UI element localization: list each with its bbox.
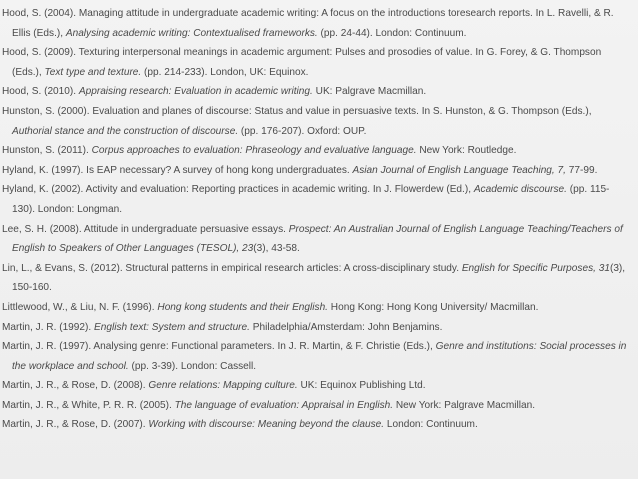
reference-item — [2, 318, 632, 338]
reference-item — [2, 102, 632, 141]
reference-text: Martin, J. R. (1997). Analysing genre: Functional parameters. In J. R. Martin, & F. Christie (Eds.), — [2, 341, 436, 353]
reference-text: (3), 43-58. — [253, 243, 300, 255]
reference-text: (3), 150-160. — [12, 262, 626, 294]
reference-text: Hood, S. (2004). Managing attitude in undergraduate academic writing: A focus on the introductions toresearch reports. In L. Ravelli, & R. Ellis (Eds.), — [2, 8, 614, 39]
reference-text: Littlewood, W., & Liu, N. F. (1996). — [2, 301, 158, 313]
reference-text: Hyland, K. (1997). Is EAP necessary? A survey of hong kong undergraduates. — [2, 164, 353, 176]
reference-item — [2, 298, 632, 318]
reference-text: Hood, S. (2009). Texturing interpersonal meanings in academic argument: Pulses and prosodies of value. In G. Forey, & G. Thompson (Eds.), — [2, 47, 602, 78]
reference-text: Hunston, S. (2000). Evaluation and planes of discourse: Status and value in persuasive texts. In S. Hunston, & G. Thompson (Eds.), — [2, 105, 592, 117]
reference-title-italic: English text: System and structure. — [94, 321, 250, 333]
reference-text: (pp. 176-207). Oxford: OUP. — [238, 125, 367, 137]
reference-title-italic: Genre relations: Mapping culture. — [148, 380, 298, 392]
reference-text: New York: Palgrave Macmillan. — [393, 399, 536, 411]
reference-text: Lin, L., & Evans, S. (2012). Structural patterns in empirical research articles: A cross-disciplinary study. — [2, 262, 462, 274]
reference-text: UK: Equinox Publishing Ltd. — [297, 380, 426, 392]
reference-title-italic: Genre and institutions: Social processes in the workplace and school. — [12, 341, 627, 372]
reference-title-italic: English for Specific Purposes, 31 — [461, 262, 610, 274]
reference-item — [2, 396, 632, 416]
reference-text: (pp. 115-130). London: Longman. — [12, 184, 610, 215]
reference-title-italic: Asian Journal of English Language Teaching, 7, — [352, 164, 566, 176]
reference-text: Martin, J. R., & Rose, D. (2008). — [2, 380, 149, 392]
reference-text: London: Continuum. — [384, 419, 478, 431]
reference-item — [2, 376, 632, 396]
reference-text: Hyland, K. (2002). Activity and evaluation: Reporting practices in academic writing. In J. Flowerdew (Ed.), — [2, 184, 474, 196]
reference-text: UK: Palgrave Macmillan. — [312, 86, 427, 98]
reference-text: (pp. 214-233). London, UK: Equinox. — [141, 66, 309, 78]
reference-text: Martin, J. R. (1992). — [2, 321, 94, 333]
reference-item — [2, 43, 632, 82]
reference-text: Hood, S. (2010). — [2, 86, 79, 98]
reference-title-italic: Academic discourse. — [473, 184, 567, 196]
reference-item — [2, 4, 632, 43]
reference-text: Philadelphia/Amsterdam: John Benjamins. — [249, 321, 443, 333]
reference-title-italic: Corpus approaches to evaluation: Phraseology and evaluative language. — [91, 145, 417, 157]
reference-title-italic: Prospect: An Australian Journal of English Language Teaching/Teachers of English to Speakers of Other Languages (TESOL), 23 — [12, 223, 623, 255]
reference-text: Martin, J. R., & Rose, D. (2007). — [2, 419, 149, 431]
reference-title-italic: Appraising research: Evaluation in academic writing. — [78, 86, 313, 98]
reference-text: Hunston, S. (2011). — [2, 145, 92, 157]
reference-text: Martin, J. R., & White, P. R. R. (2005). — [2, 399, 175, 411]
reference-text: (pp. 3-39). London: Cassell. — [128, 360, 257, 372]
reference-item — [2, 415, 632, 435]
reference-text: Hong Kong: Hong Kong University/ Macmillan. — [328, 301, 539, 313]
reference-text: (pp. 24-44). London: Continuum. — [317, 27, 467, 39]
reference-item — [2, 259, 632, 298]
reference-title-italic: The language of evaluation: Appraisal in English. — [174, 399, 394, 411]
reference-item — [2, 141, 632, 161]
reference-title-italic: Text type and texture. — [44, 66, 142, 78]
reference-item — [2, 82, 632, 102]
reference-title-italic: Hong kong students and their English. — [157, 301, 328, 313]
reference-list — [2, 4, 632, 435]
reference-item — [2, 161, 632, 181]
reference-title-italic: Analysing academic writing: Contextualised frameworks. — [65, 27, 318, 39]
reference-title-italic: Authorial stance and the construction of discourse. — [12, 125, 239, 137]
reference-text: 77-99. — [565, 164, 598, 176]
reference-item — [2, 337, 632, 376]
reference-text: Lee, S. H. (2008). Attitude in undergraduate persuasive essays. — [2, 223, 289, 235]
reference-item — [2, 180, 632, 219]
reference-text: New York: Routledge. — [416, 145, 517, 157]
reference-item — [2, 220, 632, 259]
reference-title-italic: Working with discourse: Meaning beyond the clause. — [148, 419, 385, 431]
